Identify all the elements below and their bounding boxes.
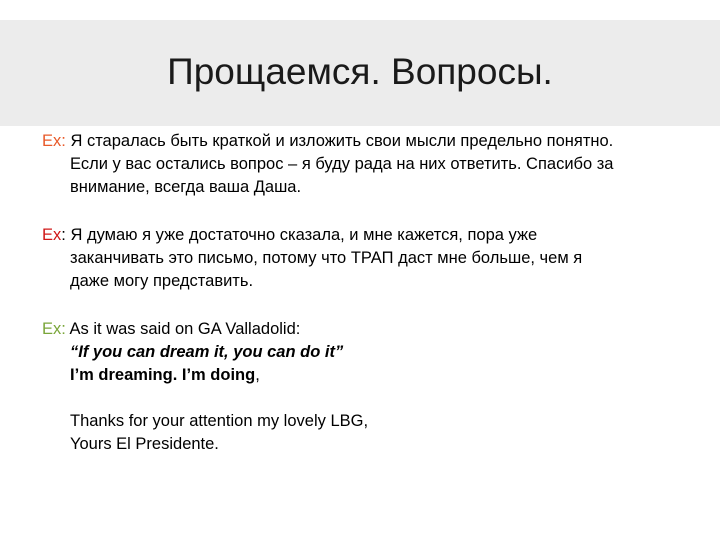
paragraph-line: даже могу представить. — [70, 272, 254, 290]
ex-colon: : — [61, 320, 70, 338]
slide-title: Прощаемся. Вопросы. — [167, 51, 553, 92]
spacer — [42, 387, 682, 410]
paragraph-2 — [42, 224, 682, 293]
paragraph-text: Я старалась быть краткой и изложить свои мысли предельно понятно. — [70, 132, 614, 150]
slide-body — [42, 130, 682, 481]
paragraph-line: Если у вас остались вопрос – я буду рада на них ответить. Спасибо за — [70, 155, 614, 173]
paragraph-line — [42, 318, 682, 341]
comma-text: , — [255, 366, 260, 384]
paragraph-3 — [42, 318, 682, 456]
ex-colon: : — [61, 132, 71, 150]
quote-line: “If you can dream it, you can do it” — [70, 343, 344, 361]
paragraph-line: Thanks for your attention my lovely LBG, — [70, 412, 369, 430]
bold-text: I’m dreaming. I’m doing — [70, 366, 256, 384]
paragraph-text: Я думаю я уже достаточно сказала, и мне кажется, пора уже — [70, 226, 538, 244]
paragraph-1 — [42, 130, 682, 199]
paragraph-line: заканчивать это письмо, потому что ТРАП даст мне больше, чем я — [70, 249, 583, 267]
ex-colon: : — [61, 226, 71, 244]
ex-prefix: Ex — [42, 226, 62, 244]
paragraph-line: Yours El Presidente. — [70, 435, 219, 453]
paragraph-line — [42, 130, 682, 153]
paragraph-line — [42, 364, 682, 387]
paragraph-line: внимание, всегда ваша Даша. — [70, 178, 302, 196]
ex-prefix: Ex — [42, 320, 62, 338]
paragraph-line — [42, 224, 682, 247]
ex-prefix: Ex — [42, 132, 62, 150]
paragraph-text: As it was said on GA Valladolid: — [69, 320, 301, 338]
